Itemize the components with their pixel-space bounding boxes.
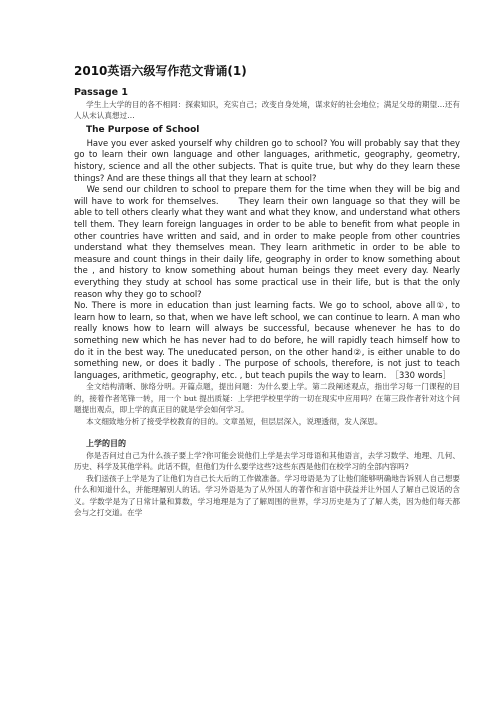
intro-chinese: 学生上大学的目的各不相同：探索知识，充实自己；改变自身处境，谋求好的社会地位；满足父母的期望…还有人从未认真想过…: [74, 100, 460, 121]
translation-paragraph-2: 我们送孩子上学是为了让他们为自己长大后的工作做准备。学习母语是为了让他们能够明确地告诉别人自己想要什么和知道什么，并能理解别人的话。学习外语是为了从外国人的著作和言语中获益并让外国人了解自己说话的含义。学数学是为了日常计量和算数，学习地理是为了了解周围的世界，学习历史是为了了解人类，因为他们每天都会与之打交道。在学: [74, 473, 460, 517]
translation-paragraph-1: 你是否问过自己为什么孩子要上学?你可能会说他们上学是去学习母语和其他语言，去学习数学、地理、几何、历史、科学及其他学科。此话不假，但他们为什么要学这些?这些东西是他们在校学习的全部内容吗?: [74, 450, 460, 472]
commentary-structure: 全文结构清晰、脉络分明。开篇点题，提出问题：为什么要上学。第二段阐述观点，指出学习每一门课程的目的，接着作者笔锋一转，用一个 but 提出质疑：上学把学校里学的一切在现实中应用吗？在第三段作者针对这个问题提出观点，即上学的真正目的就是学会如何学习。: [74, 382, 460, 415]
document-title: 2010英语六级写作范文背诵(1): [74, 64, 247, 78]
chinese-translation-title: 上学的目的: [86, 437, 126, 448]
essay-paragraph-2: We send our children to school to prepare them for the time when they will be big and will have to work for themselves. They learn their own language so that they will be able to tell others clearly what they want and what they know, and understand what others tell them. They learn foreign languages in order to be able to benefit from what people in other countries have written and said, and in order to make people from other countries understand what they themselves mean. They learn arithmetic in order to be able to measure and count things in their daily life, geography in order to know something about the , and history to know something about human beings they meet every day. Nearly everything they study at school has some practical use in their life, but is that the only reason why they go to school?: [74, 184, 460, 299]
essay-title: The Purpose of School: [86, 124, 200, 135]
passage-label: Passage 1: [74, 87, 128, 98]
commentary-summary: 本文细致地分析了接受学校教育的目的。文章虽短，但层层深入，说理透彻，发人深思。: [86, 416, 383, 426]
essay-paragraph-1: Have you ever asked yourself why children go to school? You will probably say that they go to learn their own language and other languages, arithmetic, geography, geometry, history, science and all the other subjects. That is quite true, but why do they learn these things? And are these things all that they learn at school?: [74, 137, 460, 183]
essay-paragraph-3: No. There is more in education than just learning facts. We go to school, above all①, to learn how to learn, so that, when we have left school, we can continue to learn. A man who really knows how to learn will always be successful, because whenever he has to do something new which he has never had to do before, he will rapidly teach himself how to do it in the best way. The uneducated person, on the other hand②, is either unable to do something new, or does it badly . The purpose of schools, therefore, is not just to teach languages, arithmetic, geography, etc. , but teach pupils the way to learn. ［330 words］: [74, 300, 460, 380]
